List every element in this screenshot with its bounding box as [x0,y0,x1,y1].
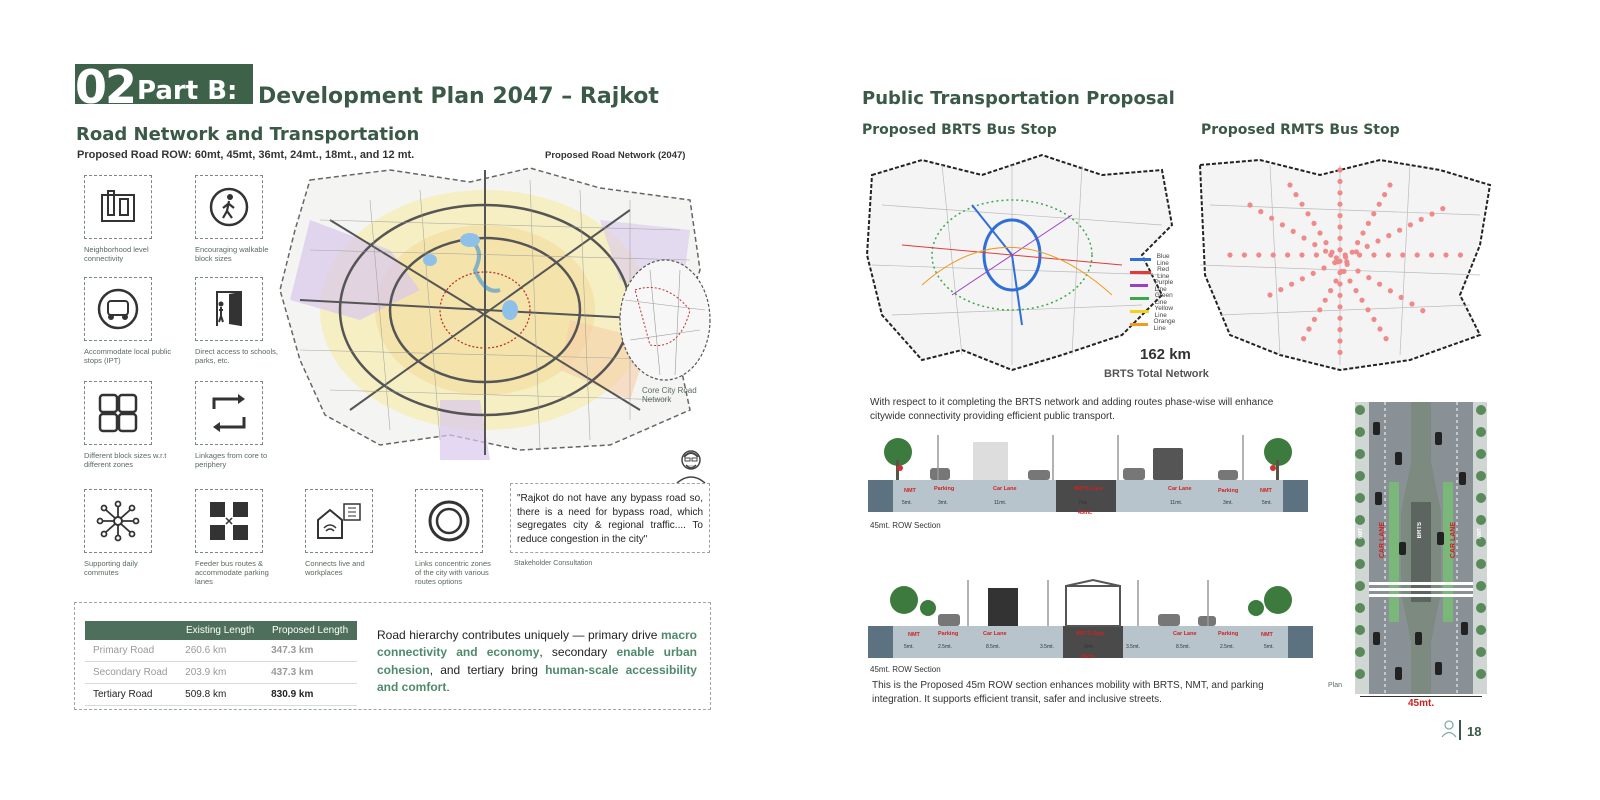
svg-text:Parking: Parking [938,631,959,637]
table-row [85,662,357,684]
footer-divider [1459,720,1461,740]
hierarchy-highlight: enable urban cohesion [377,645,697,677]
table-row [85,640,357,662]
icon-label: Encouraging walkable block sizes [195,245,269,263]
road-length-table [85,621,357,706]
svg-text:8.5mt.: 8.5mt. [986,644,1000,650]
icon-label: Linkages from core to periphery [195,451,268,469]
hierarchy-highlight: human-scale accessibility and comfort [377,662,697,695]
street-section-1 [868,430,1308,520]
icon-item [84,489,174,577]
section-1-label: 45mt. ROW Section [870,521,941,530]
brts-title: Proposed BRTS Bus Stop [862,122,1057,138]
road-network-map [270,160,720,460]
network-nodes-icon [84,489,152,553]
legend-item [1130,292,1182,305]
svg-text:45mt.: 45mt. [1078,510,1093,516]
legend-label: Green Line [1154,291,1173,306]
existing-length-cell: 509.8 km [177,684,263,706]
svg-text:Parking: Parking [934,486,955,492]
icon-label: Feeder bus routes & accommodate parking lanes [195,559,269,586]
row-subtitle: Proposed Road ROW: 60mt, 45mt, 36mt, 24mt., 18mt., and 12 mt. [77,149,415,161]
svg-text:6mt.: 6mt. [1084,644,1094,650]
svg-text:BRTS Stop: BRTS Stop [1076,631,1105,637]
svg-text:3.5mt.: 3.5mt. [1040,644,1054,650]
plan-nmt-left: NMT [1358,528,1364,539]
road-type-cell: Primary Road [85,640,177,662]
auto-rickshaw-icon [84,277,152,341]
icon-label: Different block sizes w.r.t different zones [84,451,167,469]
plan-car-lane-right: CAR LANE [1450,522,1457,559]
brts-map [862,145,1182,375]
plan-car-lane-left: CAR LANE [1379,522,1386,559]
icon-label: Links concentric zones of the city with various routes options [415,559,491,586]
table-row [85,684,357,706]
brts-legend [1130,253,1182,331]
existing-length-cell: 260.6 km [177,640,263,662]
page-title: Development Plan 2047 – Rajkot [258,84,659,109]
svg-text:NMT: NMT [1261,632,1273,638]
legend-item [1130,305,1182,318]
legend-item [1130,253,1182,266]
legend-label: Yellow Line [1154,304,1174,319]
road-hierarchy-text [377,627,697,697]
svg-text:3mt.: 3mt. [938,500,948,506]
svg-text:45mt.: 45mt. [1081,654,1096,660]
svg-text:NMT: NMT [908,632,920,638]
plan-total-width: 45mt. [1408,698,1435,709]
icon-label: Supporting daily commutes [84,559,138,577]
street-section-2 [868,578,1313,664]
brts-intro-text: With respect to it completing the BRTS network and adding routes phase-wise will enhance citywide connectivity providing efficient public transport. [870,397,1274,422]
closing-text: This is the Proposed 45m ROW section enhances mobility with BRTS, NMT, and parking integration. It supports efficient transit, safer and inclusive streets. [872,680,1264,705]
proposed-length-cell: 437.3 km [263,662,357,684]
plan-nmt-right: NMT [1477,528,1483,539]
icon-item [84,277,174,365]
svg-text:Car Lane: Car Lane [1168,486,1192,492]
section-part-label: NMT [904,488,916,494]
road-type-cell: Secondary Road [85,662,177,684]
stakeholder-quote-box [510,483,710,553]
svg-text:3mt.: 3mt. [1223,500,1233,506]
live-work-icon [305,489,373,553]
svg-text:7mt.: 7mt. [1078,500,1088,506]
svg-text:11mt.: 11mt. [1170,500,1183,506]
hierarchy-text-part: Road hierarchy contributes uniquely — primary drive [377,628,661,642]
hierarchy-text-part: . [446,680,450,695]
chapter-number: 02 [75,64,136,104]
icon-label: Accommodate local public stops (IPT) [84,347,172,365]
plan-dimension-line [1360,696,1482,697]
svg-text:3.5mt.: 3.5mt. [1126,644,1140,650]
svg-text:Car Lane: Car Lane [1173,631,1197,637]
legend-item [1130,266,1182,279]
legend-label: Orange Line [1153,317,1176,332]
chapter-badge [75,64,253,104]
legend-item [1130,318,1182,331]
svg-text:5mt.: 5mt. [1264,644,1274,650]
table-header: Existing Length [177,621,263,640]
legend-item [1130,279,1182,292]
proposed-length-cell: 830.9 km [263,684,357,706]
legend-label: Red Line [1157,265,1170,280]
icon-item [305,489,373,577]
plan-view [1355,402,1487,694]
network-km: 162 km [1140,346,1191,363]
plan-brts-label: BRTS [1417,522,1423,539]
blocks-icon [84,381,152,445]
network-label: BRTS Total Network [1104,368,1209,380]
hierarchy-text-part: , and tertiary bring [429,662,546,677]
table-header [85,621,177,640]
svg-text:Car Lane: Car Lane [983,631,1007,637]
rmts-title: Proposed RMTS Bus Stop [1201,122,1400,138]
legend-label: Purple Line [1154,278,1174,293]
icon-item [195,489,285,586]
existing-length-cell: 203.9 km [177,662,263,684]
section-title: Road Network and Transportation [76,124,420,145]
legend-label: Blue Line [1156,252,1170,267]
concentric-rings-icon [415,489,483,553]
stakeholder-avatar-icon [672,445,710,483]
svg-text:2.5mt.: 2.5mt. [1220,644,1234,650]
map-title: Proposed Road Network (2047) [545,150,686,161]
icon-label: Direct access to schools, parks, etc. [195,347,278,365]
svg-text:Parking: Parking [1218,631,1239,637]
svg-text:2.5mt.: 2.5mt. [938,644,952,650]
svg-text:Car Lane: Car Lane [993,486,1017,492]
icon-item [84,381,174,469]
part-label: Part B: [137,76,238,104]
table-header: Proposed Length [263,621,357,640]
hierarchy-highlight: macro connectivity and economy [377,628,697,660]
icon-label: Connects live and workplaces [305,559,365,577]
icon-item [415,489,497,586]
svg-text:5mt.: 5mt. [904,644,914,650]
proposed-length-cell: 347.3 km [263,640,357,662]
page-number: 18 [1467,724,1482,739]
svg-text:8.5mt.: 8.5mt. [1176,644,1190,650]
core-city-label: Core City Road Network [642,386,697,405]
door-access-icon [195,277,263,341]
plan-label: Plan [1328,682,1343,689]
svg-text:NMT: NMT [1260,488,1272,494]
rmts-map [1190,145,1495,375]
icon-item [84,175,174,263]
svg-text:BRTS Lane: BRTS Lane [1074,486,1104,492]
hierarchy-text-part: , secondary [539,645,617,660]
icon-label: Neighborhood level connectivity [84,245,149,263]
section-2-label: 45mt. ROW Section [870,665,941,674]
grid-intersection-icon [195,489,263,553]
road-summary-panel [74,602,711,710]
neighborhood-icon [84,175,152,239]
stakeholder-quote: "Rajkot do not have any bypass road so, there is a need for bypass road, which segregates city & regional traffic.... To reduce congestion in the city" [517,493,703,545]
quote-source: Stakeholder Consultation [514,560,593,567]
svg-text:5mt.: 5mt. [1262,500,1272,506]
pedestrian-icon [195,175,263,239]
svg-text:11mt.: 11mt. [994,500,1007,506]
loop-arrows-icon [195,381,263,445]
svg-text:Parking: Parking [1218,488,1239,494]
svg-text:5mt.: 5mt. [902,500,912,506]
road-type-cell: Tertiary Road [85,684,177,706]
public-transport-title: Public Transportation Proposal [862,88,1175,109]
person-icon [1441,720,1457,738]
